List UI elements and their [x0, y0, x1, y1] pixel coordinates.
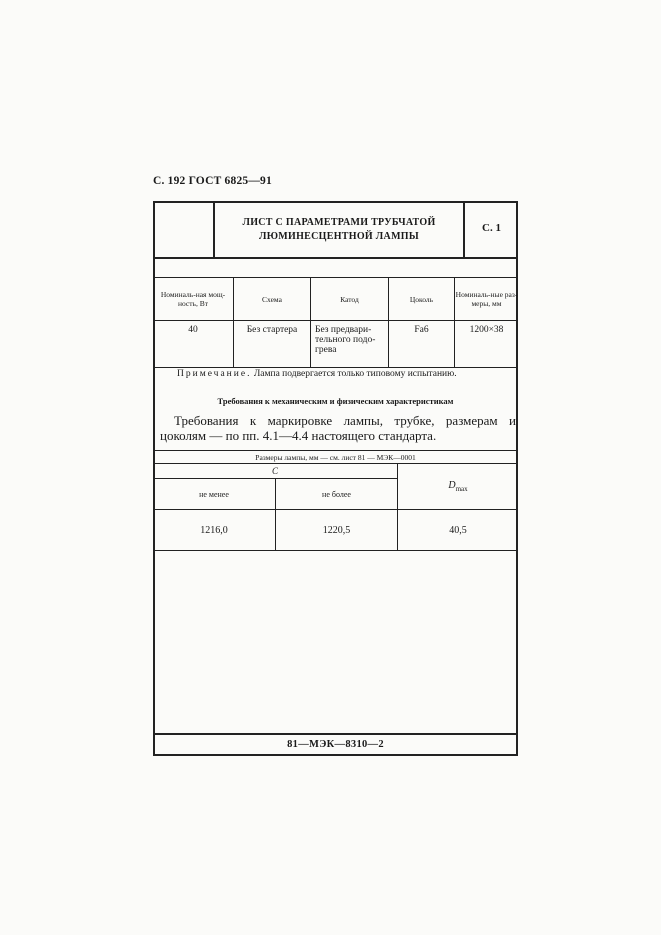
footer-rule: [153, 733, 518, 735]
sheet-footer-code: 81—МЭК—8310—2: [287, 739, 384, 750]
header-dimensions: Номиналь-ные раз-меры, мм: [455, 278, 519, 321]
sheet-title-line1: ЛИСТ С ПАРАМЕТРАМИ ТРУБЧАТОЙ: [242, 217, 436, 228]
value-c-min: 1216,0: [153, 510, 276, 551]
value-base: Fa6: [389, 321, 455, 368]
value-scheme: Без стартера: [234, 321, 311, 368]
header-scheme: Схема: [234, 278, 311, 321]
dimensions-values-row: [153, 510, 518, 551]
value-power: 40: [153, 321, 234, 368]
parameters-table: [153, 277, 518, 368]
dimensions-caption: Размеры лампы, мм — см. лист 81 — МЭК—0001: [153, 451, 518, 464]
dimension-d-sub: max: [455, 485, 468, 493]
header-base: Цоколь: [389, 278, 455, 321]
note-text: Лампа подвергается только типовому испытанию.: [251, 369, 457, 379]
sheet-title: [215, 216, 463, 244]
note: [177, 369, 457, 379]
page-reference: С. 192 ГОСТ 6825—91: [153, 175, 272, 187]
dimensions-caption-row: [153, 451, 518, 464]
sheet-title-line2: ЛЮМИНЕСЦЕНТНОЙ ЛАМПЫ: [258, 231, 420, 242]
parameters-header-row: [153, 278, 518, 321]
dimensions-table: [153, 450, 518, 551]
header-power: Номиналь-ная мощ-ность, Вт: [153, 278, 234, 321]
value-dimensions: 1200×38: [455, 321, 519, 368]
dimension-d-letter: D: [448, 480, 456, 491]
sheet-code: С. 1: [482, 222, 501, 234]
parameters-data-row: [153, 321, 518, 368]
dimension-c-max-label: не более: [276, 479, 398, 510]
value-cathode: Без предвари-тельного подо-грева: [311, 321, 389, 368]
note-label: Примечание.: [177, 369, 252, 379]
dimension-c-label: C: [153, 464, 398, 479]
section-subheading: Требования к механическим и физическим характеристикам: [217, 396, 454, 406]
value-c-max: 1220,5: [276, 510, 398, 551]
header-cathode: Катод: [311, 278, 389, 321]
dimensions-group-row: [153, 464, 518, 479]
dimension-d-label: [398, 464, 519, 510]
requirements-paragraph: Требования к маркировке лампы, трубке, размерам и цоколям — по пп. 4.1—4.4 настоящего стандарта.: [160, 413, 516, 443]
dimension-c-min-label: не менее: [153, 479, 276, 510]
value-d-max: 40,5: [398, 510, 519, 551]
